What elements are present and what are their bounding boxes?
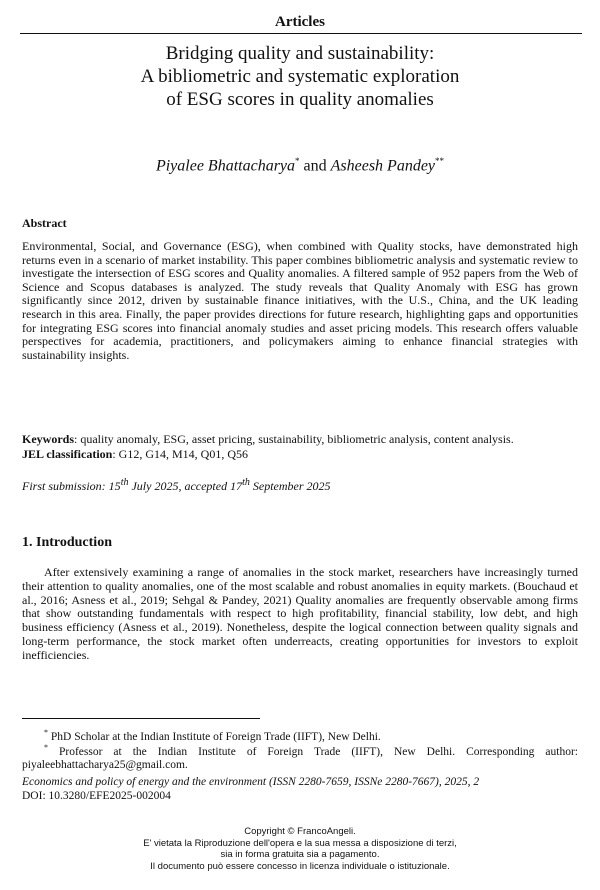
abstract-text: Environmental, Social, and Governance (ESG), when combined with Quality stocks, have demonstrated high returns even in a scenario of market instability. This paper combines bibliometric analysis and systematic review to investigate the intersection of ESG scores and Quality anomalies. A filtered sample of 952 papers from the Web of Science and Scopus databases is analyzed. The study reveals that Quality Anomaly with ESG has grown significantly since 2012, driven by sustainable finance initiatives, with the U.S., China, and the UK leading research in this area. Finally, the paper provides directions for future research, highlighting gaps and opportunities for integrating ESG scores into financial anomaly studies and asset pricing models. This research offers valuable perspectives for academia, practitioners, and policymakers aiming to enhance financial strategies with sustainability insights. xyxy=(22,239,578,362)
journal-citation: Economics and policy of energy and the environment (ISSN 2280-7659, ISSNe 2280-7667), 2025, 2 xyxy=(22,776,480,788)
keywords xyxy=(22,433,578,447)
footnote-1-text: PhD Scholar at the Indian Institute of Foreign Trade (IIFT), New Delhi. xyxy=(48,730,381,743)
footnote-1-mark: * xyxy=(44,728,48,737)
author-conjunction: and xyxy=(299,157,331,175)
copyright-line-4: Il documento può essere concesso in licenza individuale o istituzionale. xyxy=(150,860,450,872)
copyright-notice xyxy=(0,826,600,872)
section-label: Articles xyxy=(275,14,325,30)
author-2-name: Asheesh Pandey xyxy=(330,157,436,175)
article-title xyxy=(40,42,560,111)
header-rule xyxy=(20,33,582,34)
copyright-line-1: Copyright © FrancoAngeli. xyxy=(244,826,356,837)
keywords-text: : quality anomaly, ESG, asset pricing, sustainability, bibliometric analysis, content analysis. xyxy=(74,432,514,446)
submission-suffix: September 2025 xyxy=(249,479,331,493)
author-2-mark: ** xyxy=(435,156,445,166)
keywords-label: Keywords xyxy=(22,432,74,446)
submission-mid: July 2025, accepted 17 xyxy=(128,479,243,493)
submission-prefix: First submission: 15 xyxy=(22,479,121,493)
introduction-heading: 1. Introduction xyxy=(22,535,112,550)
title-line-3: of ESG scores in quality anomalies xyxy=(166,89,434,110)
author-line xyxy=(0,156,600,175)
footnote-2 xyxy=(22,741,578,772)
doi: DOI: 10.3280/EFE2025-002004 xyxy=(22,790,171,802)
title-line-2: A bibliometric and systematic exploration xyxy=(140,66,460,87)
copyright-line-2: E' vietata la Riproduzione dell'opera e la sua messa a disposizione di terzi, xyxy=(143,837,457,849)
author-1-name: Piyalee Bhattacharya xyxy=(155,157,296,175)
footnote-2-text: Professor at the Indian Institute of Foreign Trade (IIFT), New Delhi. Corresponding author: piyaleebhattacharya25@gmail.com. xyxy=(22,745,578,772)
submission-sup-1: th xyxy=(120,477,129,488)
submission-dates xyxy=(22,476,578,494)
author-1-mark: * xyxy=(295,156,300,166)
jel-classification xyxy=(22,448,578,462)
submission-sup-2: th xyxy=(242,477,250,488)
footnote-rule xyxy=(22,718,260,719)
abstract-heading: Abstract xyxy=(22,216,67,230)
title-line-1: Bridging quality and sustainability: xyxy=(165,43,435,64)
copyright-line-3: sia in forma gratuita sia a pagamento. xyxy=(220,849,380,861)
introduction-text: After extensively examining a range of anomalies in the stock market, researchers have increasingly turned their attention to quality anomalies, one of the most scalable and robust anomalies in equity markets. (Bouchaud et al., 2016; Asness et al., 2019; Sehgal & Pandey, 2021) Quality anomalies are frequently observable among firms that show outstanding fundamentals with respect to high profitability, financial stability, low debt, and high business efficiency (Asness et al., 2019). Nonetheless, despite the logical connection between quality signals and long-term performance, the stock market often underreacts, creating opportunities for investors to exploit inefficiencies. xyxy=(22,565,578,662)
jel-text: : G12, G14, M14, Q01, Q56 xyxy=(112,447,249,461)
jel-label: JEL classification xyxy=(22,447,113,461)
footnote-2-mark: * xyxy=(44,743,48,752)
